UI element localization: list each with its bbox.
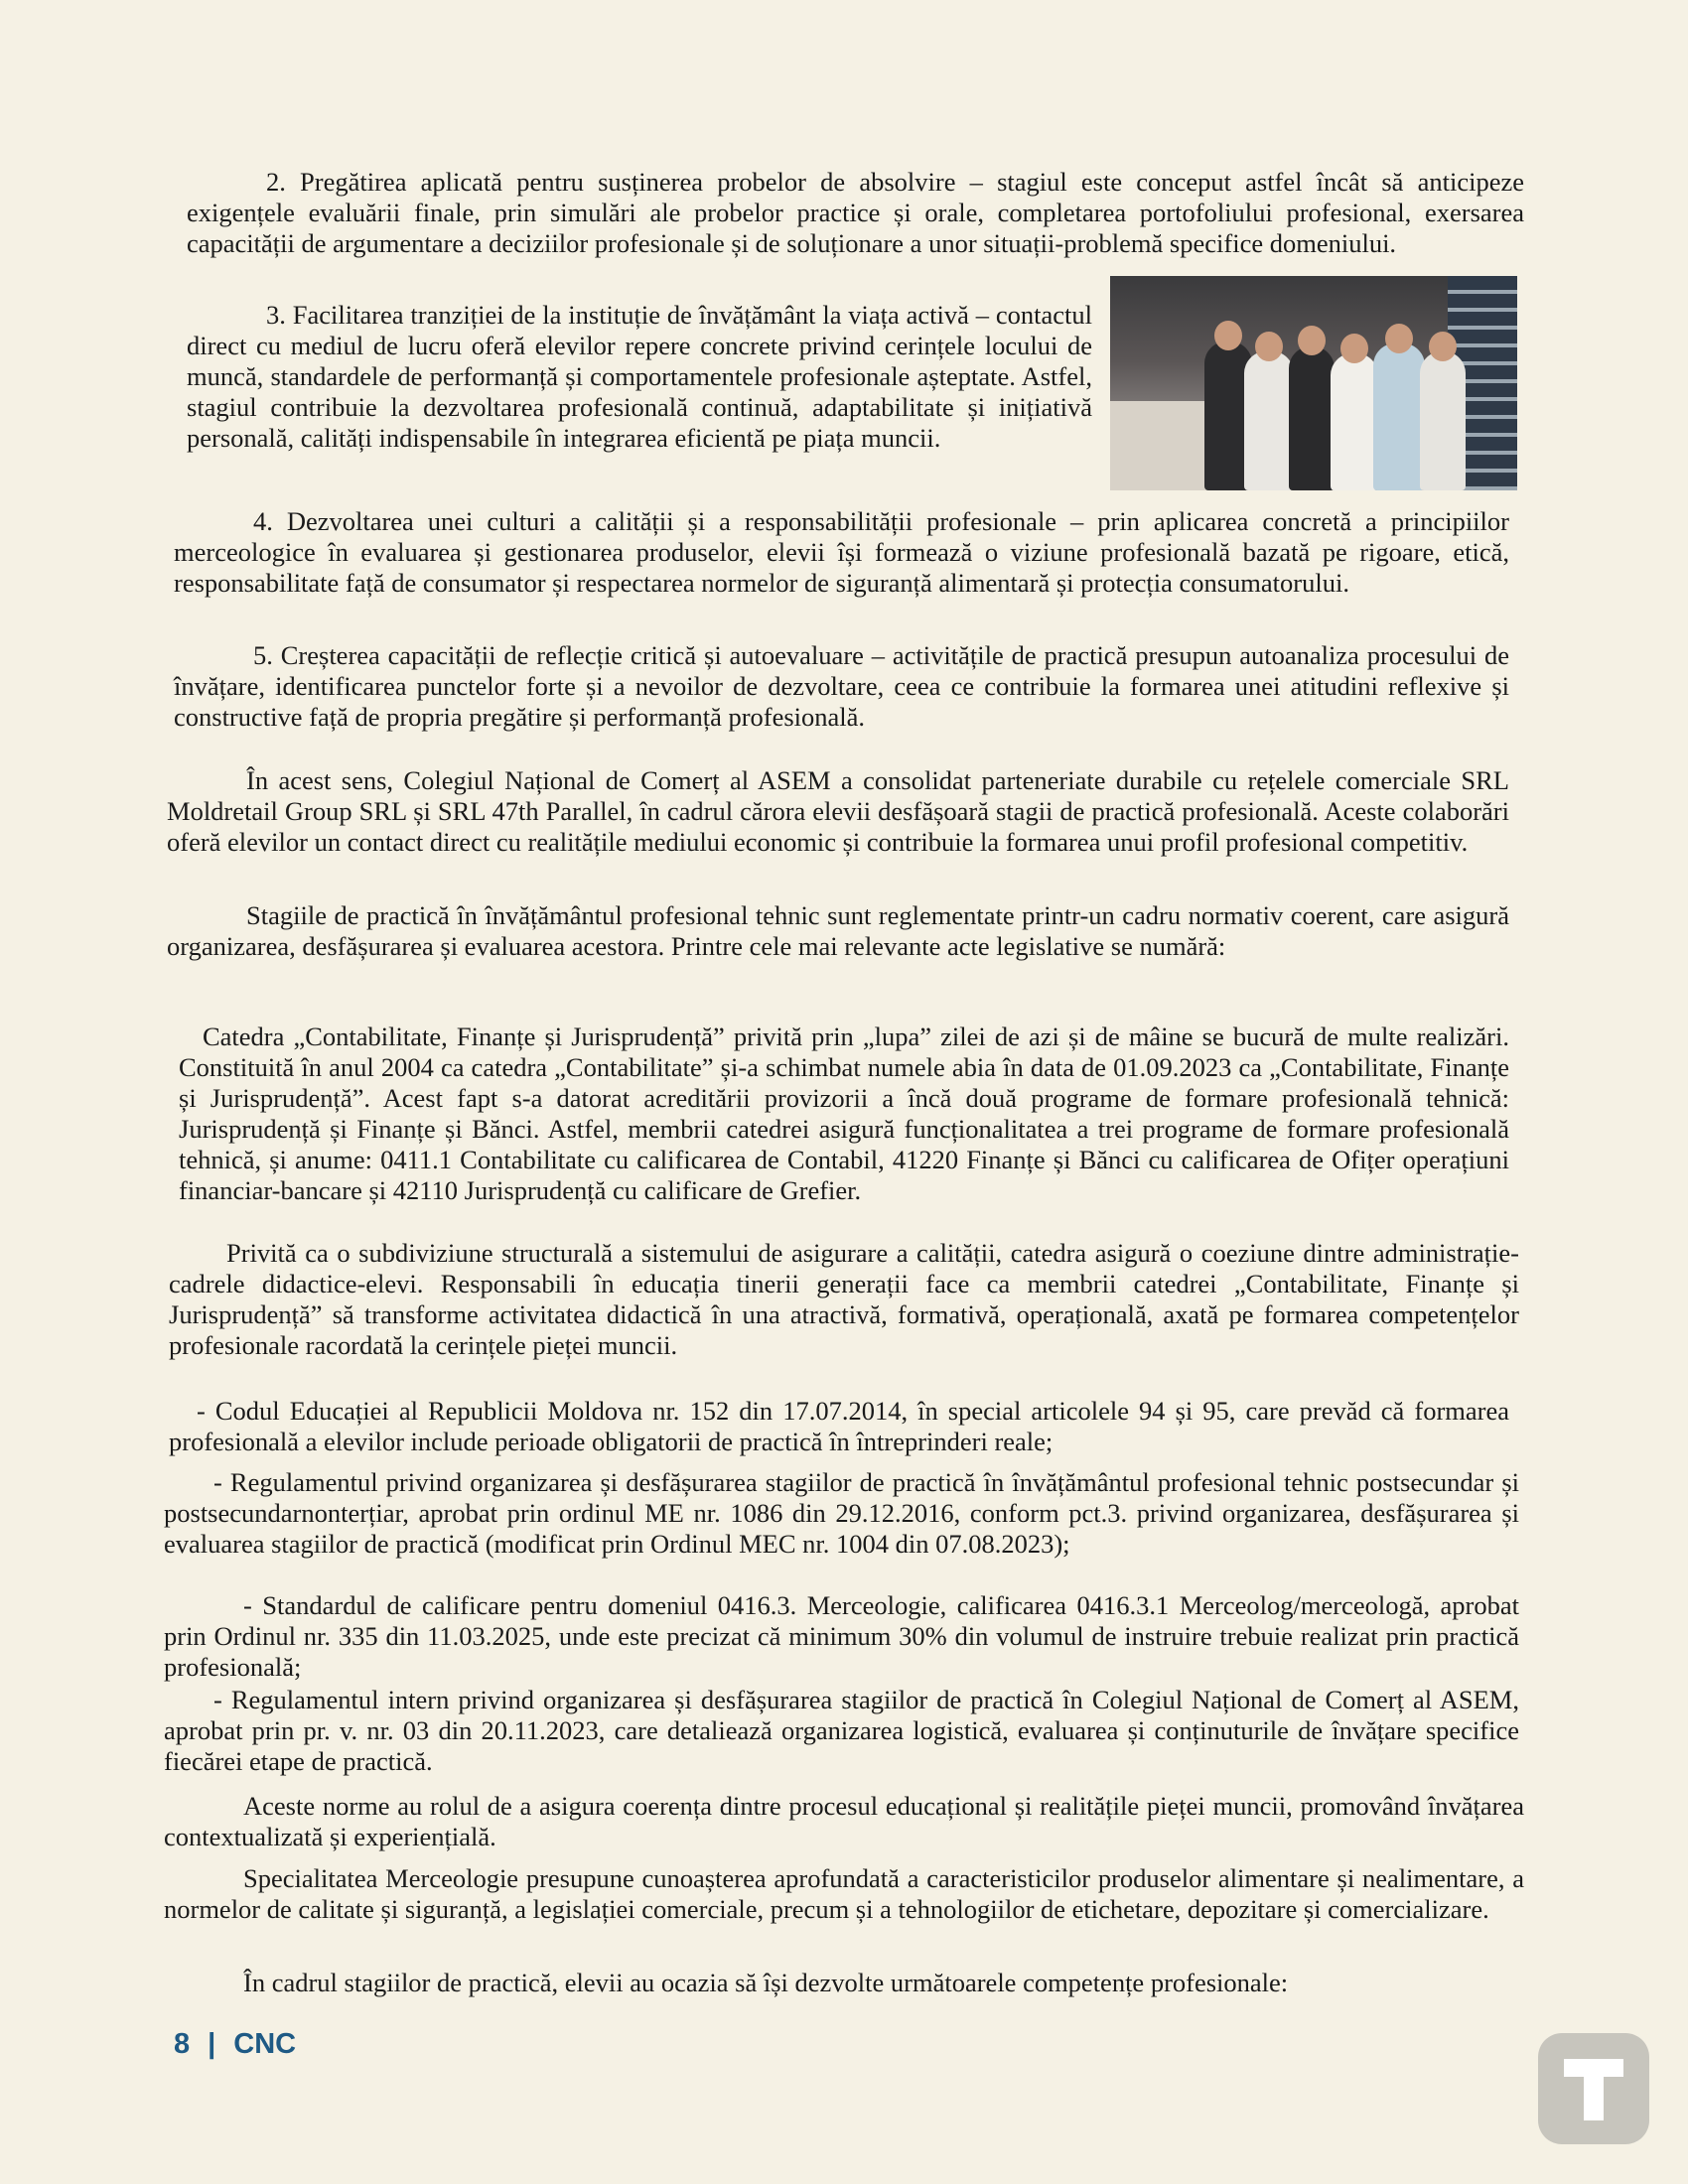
paragraph-2: [187, 167, 1524, 259]
list-item-1: [169, 1396, 1509, 1457]
paragraph-text: 4. Dezvoltarea unei culturi a calității și a responsabilității profesionale – prin aplicarea concretă a principiilor merceologice în evaluarea și gestionarea produselor, elevii își formează o viziune profesională bazată pe rigoare, etică, responsabilitate față de consumator și respectarea normelor de siguranță alimentară și protecția consumatorului.: [174, 506, 1509, 598]
paragraph-text: În acest sens, Colegiul Național de Comerț al ASEM a consolidat parteneriate durabile cu rețelele comerciale SRL Moldretail Group SRL și SRL 47th Parallel, în cadrul cărora elevii desfășoară stagii de practică profesională. Aceste colaborări oferă elevilor un contact direct cu realitățile mediului economic și contribuie la formarea unui profil profesional competitiv.: [167, 765, 1509, 857]
list-item-text: - Regulamentul privind organizarea și desfășurarea stagiilor de practică în învățământul profesional tehnic postsecundar și postsecundarnonterțiar, aprobat prin ordinul ME nr. 1086 din 29.12.2016, conform pct.3. privind organizarea, desfășurarea și evaluarea stagiilor de practică (modificat prin Ordinul MEC nr. 1004 din 07.08.2023);: [164, 1467, 1519, 1559]
paragraph-6: [167, 765, 1509, 858]
paragraph-text: Privită ca o subdiviziune structurală a sistemului de asigurare a calității, catedra asigură o coeziune dintre administrație-cadrele didactice-elevi. Responsabili în educația tinerii generații face ca membrii catedrei „Contabilitate, Finanțe și Jurisprudență” să transforme activitatea didactică în una atractivă, formativă, operațională, axată pe formarea competențelor profesionale racordată la cerințele pieței muncii.: [169, 1238, 1519, 1360]
group-photo: [1110, 276, 1517, 490]
paragraph-11: [164, 1863, 1524, 1925]
list-item-text: - Codul Educației al Republicii Moldova nr. 152 din 17.07.2014, în special articolele 94 și 95, care prevăd că formarea profesională a elevilor include perioade obligatorii de practică în întreprinderi reale;: [169, 1396, 1509, 1456]
list-item-text: - Standardul de calificare pentru domeniul 0416.3. Merceologie, calificarea 0416.3.1 Merceolog/merceologă, aprobat prin Ordinul nr. 335 din 11.03.2025, unde este precizat că minimum 30% din volumul de instruire trebuie realizat prin practică profesională;: [164, 1590, 1519, 1682]
paragraph-8: [179, 1022, 1509, 1206]
footer-label: CNC: [233, 2028, 297, 2060]
paragraph-text: Stagiile de practică în învățământul profesional tehnic sunt reglementate printr-un cadru normativ coerent, care asigură organizarea, desfășurarea și evaluarea acestora. Printre cele mai relevante acte legislative se numără:: [167, 900, 1509, 961]
list-item-2: [164, 1467, 1519, 1560]
t-logo-icon: [1538, 2033, 1649, 2144]
paragraph-3: [187, 300, 1092, 454]
paragraph-4: [174, 506, 1509, 599]
footer-separator: |: [208, 2028, 216, 2060]
paragraph-text: 5. Creșterea capacității de reflecție critică și autoevaluare – activitățile de practică presupun autoanaliza procesului de învățare, identificarea punctelor forte și a nevoilor de dezvoltare, ceea ce contribuie la formarea unei atitudini reflexive și constructive față de propria pregătire și performanță profesională.: [174, 640, 1509, 732]
paragraph-text: 3. Facilitarea tranziției de la instituție de învățământ la viața activă – contactul direct cu mediul de lucru oferă elevilor repere concrete privind cerințele locului de muncă, standardele de performanță și comportamentele profesionale așteptate. Astfel, stagiul contribuie la dezvoltarea profesională continuă, adaptabilitate și inițiativă personală, calități indispensabile în integrarea eficientă pe piața muncii.: [187, 300, 1092, 453]
paragraph-text: Aceste norme au rolul de a asigura coerența dintre procesul educațional și realitățile pieței muncii, promovând învățarea contextualizată și experiențială.: [164, 1791, 1524, 1851]
paragraph-9: [169, 1238, 1519, 1361]
list-item-4: [164, 1685, 1519, 1777]
paragraph-5: [174, 640, 1509, 733]
paragraph-text: 2. Pregătirea aplicată pentru susținerea probelor de absolvire – stagiul este conceput astfel încât să anticipeze exigențele evaluării finale, prin simulări ale probelor practice și orale, completarea portofoliului profesional, exersarea capacității de argumentare a deciziilor profesionale și de soluționare a unor situații-problemă specifice domeniului.: [187, 167, 1524, 258]
paragraph-7: [167, 900, 1509, 962]
paragraph-text: Specialitatea Merceologie presupune cunoașterea aprofundată a caracteristicilor produselor alimentare și nealimentare, a normelor de calitate și siguranță, a legislației comerciale, precum și a tehnologiilor de etichetare, depozitare și comercializare.: [164, 1863, 1524, 1924]
t-letter-icon: [1554, 2049, 1633, 2128]
paragraph-text: În cadrul stagiilor de practică, elevii au ocazia să își dezvolte următoarele competențe profesionale:: [243, 1968, 1289, 1997]
list-item-text: - Regulamentul intern privind organizarea și desfășurarea stagiilor de practică în Colegiul Național de Comerț al ASEM, aprobat prin pr. v. nr. 03 din 20.11.2023, care detaliează organizarea logistică, evaluarea și conținuturile de învățare specifice fiecărei etape de practică.: [164, 1685, 1519, 1776]
list-item-3: [164, 1590, 1519, 1683]
page-number: 8: [174, 2028, 191, 2060]
paragraph-12: [164, 1968, 1524, 1998]
paragraph-text: Catedra „Contabilitate, Finanțe și Jurisprudență” privită prin „lupa” zilei de azi și de mâine se bucură de multe realizări. Constituită în anul 2004 ca catedra „Contabilitate” și-a schimbat numele abia în data de 01.09.2023 ca „Contabilitate, Finanțe și Jurisprudență”. Acest fapt s-a datorat acreditării provizorii a încă două programe de formare profesională tehnică: Jurisprudență și Finanțe și Bănci. Astfel, membrii catedrei asigură funcționalitatea a trei programe de formare profesională tehnică, și anume: 0411.1 Contabilitate cu calificarea de Contabil, 41220 Finanțe și Bănci cu calificarea de Ofițer operațiuni financiar-bancare și 42110 Jurisprudență cu calificare de Grefier.: [179, 1022, 1509, 1205]
page-footer: [174, 2028, 296, 2061]
paragraph-10: [164, 1791, 1524, 1852]
